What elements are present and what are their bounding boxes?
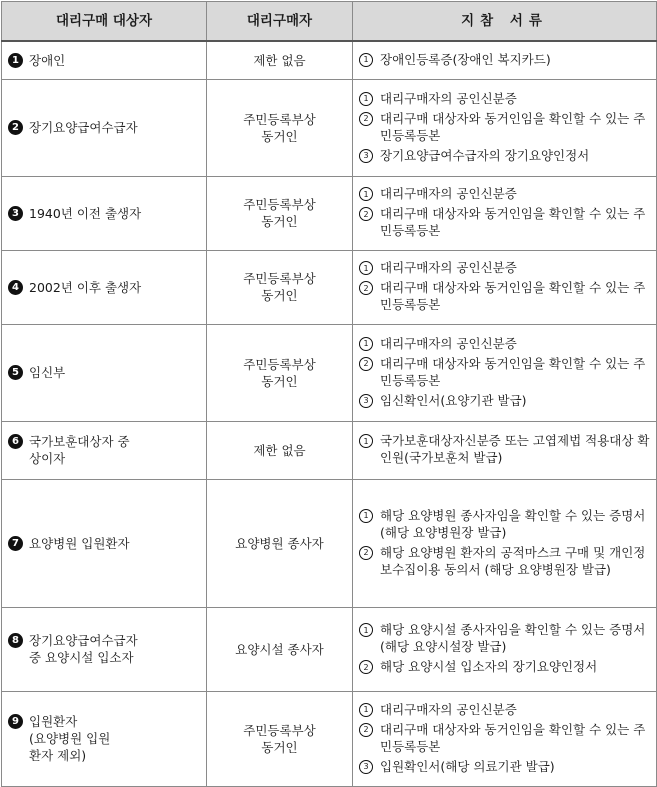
agent-text: 제한 없음 <box>253 442 306 458</box>
document-text: 장애인등록증(장애인 복지카드) <box>380 51 551 67</box>
target-name: 장애인 <box>29 52 66 68</box>
documents-cell <box>353 176 657 250</box>
document-item <box>359 701 652 718</box>
document-text: 대리구매자의 공인신분증 <box>380 701 517 717</box>
target-cell <box>2 176 207 250</box>
document-text: 해당 요양병원 종사자임을 확인할 수 있는 증명서(해당 요양병원장 발급) <box>380 507 646 540</box>
table-row <box>2 607 657 691</box>
table-row <box>2 176 657 250</box>
document-text: 대리구매자의 공인신분증 <box>380 186 517 201</box>
target-cell <box>2 79 207 176</box>
document-item <box>359 355 652 389</box>
document-number-badge: 1 <box>359 623 373 637</box>
document-number-badge: 1 <box>359 703 373 717</box>
agent-text: 주민등록부상 동거인 <box>243 271 316 303</box>
document-item <box>359 544 652 578</box>
document-number-badge: 1 <box>359 261 373 275</box>
agent-cell <box>207 79 353 176</box>
agent-text: 요양시설 종사자 <box>235 641 324 657</box>
document-text: 대리구매 대상자와 동거인임을 확인할 수 있는 주민등록등본 <box>380 721 646 754</box>
document-number-badge: 2 <box>359 546 373 560</box>
document-text: 대리구매 대상자와 동거인임을 확인할 수 있는 주민등록등본 <box>380 280 646 312</box>
target-cell <box>2 479 207 607</box>
target-name: 입원환자 (요양병원 입원 환자 제외) <box>29 714 111 763</box>
table-row <box>2 250 657 324</box>
target-name: 요양병원 입원환자 <box>29 535 130 551</box>
row-number-badge: 3 <box>8 206 23 221</box>
document-number-badge: 1 <box>359 337 373 351</box>
document-text: 대리구매자의 공인신분증 <box>380 335 517 351</box>
document-number-badge: 2 <box>359 207 373 221</box>
target-cell <box>2 250 207 324</box>
target-name: 1940년 이전 출생자 <box>29 205 142 221</box>
documents-cell <box>353 421 657 479</box>
row-number-badge: 7 <box>8 536 23 551</box>
document-number-badge: 2 <box>359 281 373 295</box>
agent-cell <box>207 421 353 479</box>
table-row <box>2 691 657 786</box>
documents-cell <box>353 324 657 421</box>
document-text: 대리구매 대상자와 동거인임을 확인할 수 있는 주민등록등본 <box>380 355 646 388</box>
document-number-badge: 3 <box>359 149 373 163</box>
header-target: 대리구매 대상자 <box>2 2 207 42</box>
agent-cell <box>207 479 353 607</box>
agent-text: 주민등록부상 동거인 <box>243 111 316 144</box>
document-text: 해당 요양병원 환자의 공적마스크 구매 및 개인정보수집이용 동의서 (해당 요양병원장 발급) <box>380 544 646 577</box>
documents-cell <box>353 79 657 176</box>
document-item <box>359 90 652 107</box>
row-number-badge: 1 <box>8 53 23 68</box>
row-number-badge: 5 <box>8 365 23 380</box>
document-text: 대리구매 대상자와 동거인임을 확인할 수 있는 주민등록등본 <box>380 206 646 238</box>
agent-cell <box>207 250 353 324</box>
target-cell <box>2 607 207 691</box>
documents-cell <box>353 41 657 79</box>
target-cell <box>2 41 207 79</box>
document-text: 해당 요양시설 입소자의 장기요양인정서 <box>380 659 598 674</box>
agent-cell <box>207 176 353 250</box>
document-item <box>359 758 652 775</box>
agent-text: 주민등록부상 동거인 <box>243 722 316 755</box>
documents-cell <box>353 250 657 324</box>
document-item <box>359 432 652 466</box>
row-number-badge: 8 <box>8 633 23 648</box>
table-row <box>2 324 657 421</box>
target-name: 장기요양급여수급자 <box>29 120 138 135</box>
document-number-badge: 1 <box>359 53 373 67</box>
document-item <box>359 507 652 541</box>
row-number-badge: 4 <box>8 280 23 295</box>
document-text: 장기요양급여수급자의 장기요양인정서 <box>380 147 590 163</box>
document-number-badge: 1 <box>359 187 373 201</box>
proxy-purchase-table <box>1 1 657 787</box>
document-item <box>359 335 652 352</box>
table-header-row <box>2 2 657 42</box>
document-text: 해당 요양시설 종사자임을 확인할 수 있는 증명서(해당 요양시설장 발급) <box>380 622 646 654</box>
agent-text: 주민등록부상 동거인 <box>243 356 316 389</box>
document-text: 임신확인서(요양기관 발급) <box>380 392 527 408</box>
agent-cell <box>207 607 353 691</box>
document-number-badge: 2 <box>359 723 373 737</box>
document-item <box>359 205 652 239</box>
document-text: 국가보훈대상자신분증 또는 고엽제법 적용대상 확인원(국가보훈처 발급) <box>380 433 650 465</box>
target-name: 국가보훈대상자 중 상이자 <box>29 434 130 466</box>
documents-cell <box>353 479 657 607</box>
document-number-badge: 3 <box>359 760 373 774</box>
target-name: 임신부 <box>29 365 66 380</box>
document-item <box>359 721 652 755</box>
row-number-badge: 2 <box>8 120 23 135</box>
agent-text: 요양병원 종사자 <box>235 535 324 551</box>
table-row <box>2 479 657 607</box>
target-name: 장기요양급여수급자 중 요양시설 입소자 <box>29 633 138 665</box>
agent-cell <box>207 324 353 421</box>
target-cell <box>2 324 207 421</box>
header-documents: 지참 서류 <box>353 2 657 42</box>
agent-text: 제한 없음 <box>253 52 306 68</box>
document-item <box>359 110 652 144</box>
target-cell <box>2 421 207 479</box>
document-number-badge: 1 <box>359 92 373 106</box>
document-item <box>359 185 652 202</box>
document-number-badge: 1 <box>359 434 373 448</box>
document-text: 대리구매자의 공인신분증 <box>380 90 517 106</box>
document-number-badge: 3 <box>359 394 373 408</box>
documents-cell <box>353 607 657 691</box>
agent-cell <box>207 41 353 79</box>
target-name: 2002년 이후 출생자 <box>29 279 142 295</box>
document-item <box>359 51 652 68</box>
table-row <box>2 79 657 176</box>
table-row <box>2 421 657 479</box>
document-item <box>359 147 652 164</box>
documents-cell <box>353 691 657 786</box>
document-item <box>359 279 652 313</box>
row-number-badge: 6 <box>8 434 23 449</box>
document-item <box>359 621 652 655</box>
document-number-badge: 2 <box>359 660 373 674</box>
document-item <box>359 658 652 675</box>
document-text: 입원확인서(해당 의료기관 발급) <box>380 758 555 774</box>
document-text: 대리구매자의 공인신분증 <box>380 260 517 275</box>
document-item <box>359 392 652 409</box>
agent-cell <box>207 691 353 786</box>
document-number-badge: 1 <box>359 509 373 523</box>
row-number-badge: 9 <box>8 714 23 729</box>
agent-text: 주민등록부상 동거인 <box>243 197 316 229</box>
document-item <box>359 259 652 276</box>
document-text: 대리구매 대상자와 동거인임을 확인할 수 있는 주민등록등본 <box>380 110 646 143</box>
header-agent: 대리구매자 <box>207 2 353 42</box>
table-row <box>2 41 657 79</box>
target-cell <box>2 691 207 786</box>
document-number-badge: 2 <box>359 357 373 371</box>
document-number-badge: 2 <box>359 112 373 126</box>
